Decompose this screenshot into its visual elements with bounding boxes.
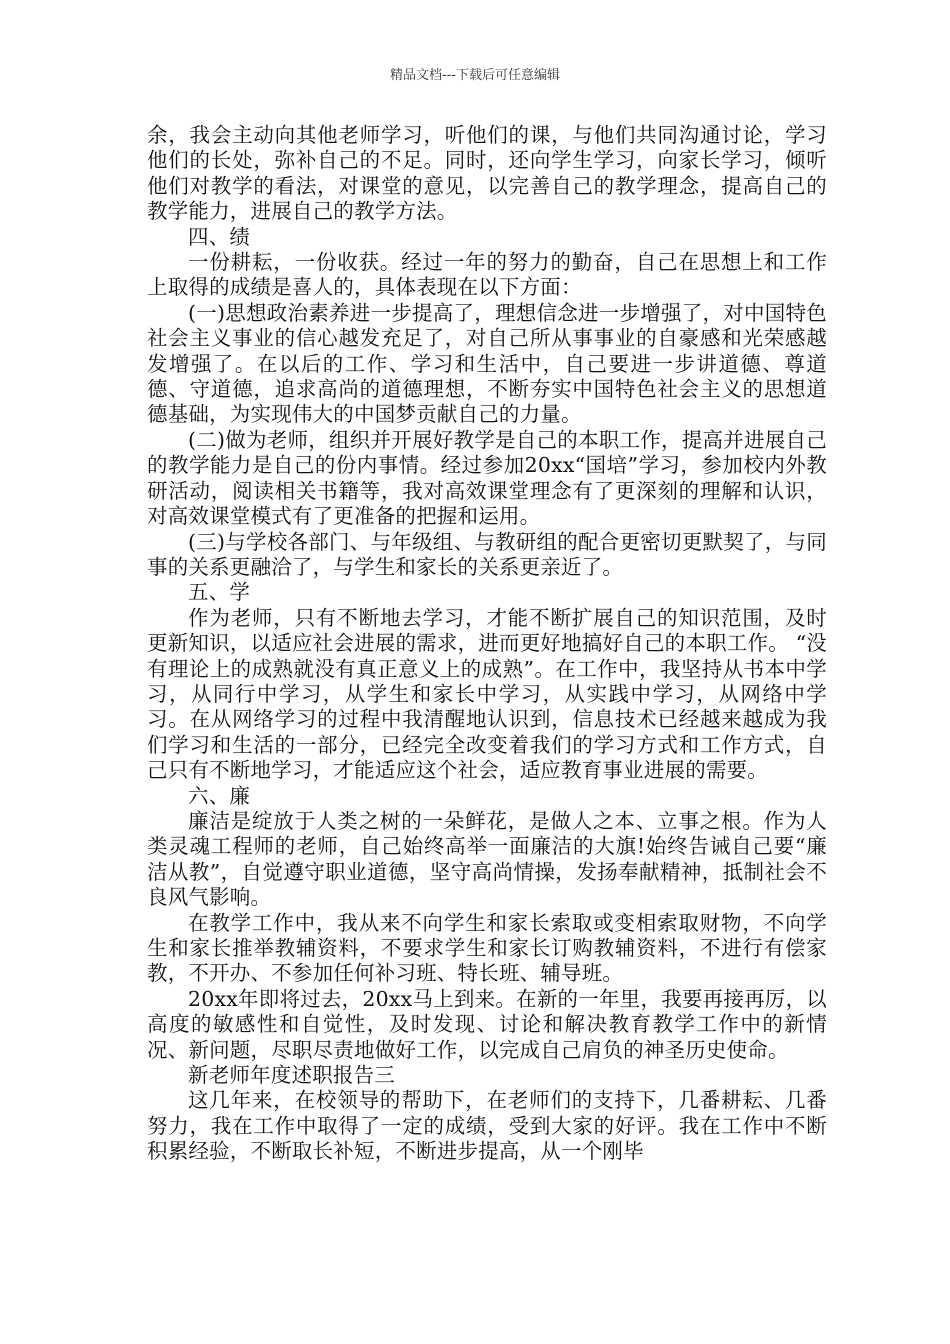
- document-body: [147, 123, 827, 1165]
- paragraph: 这几年来，在校领导的帮助下，在老师们的支持下，几番耕耘、几番努力，我在工作中取得了一定的成绩，受到大家的好评。我在工作中不断积累经验，不断取长补短，不断进步提高，从一个刚毕: [147, 1088, 827, 1164]
- section-heading: 六、廉: [188, 783, 251, 808]
- section-heading: 四、绩: [188, 224, 251, 249]
- paragraph: (一)思想政治素养进一步提高了，理想信念进一步增强了，对中国特色社会主义事业的信心越发充足了，对自己所从事事业的自豪感和光荣感越发增强了。在以后的工作、学习和生活中，自己要进一步讲道德、尊道德、守道德，追求高尚的道德理想，不断夯实中国特色社会主义的思想道德基础，为实现伟大的中国梦贡献自己的力量。: [147, 300, 827, 427]
- paragraph: (三)与学校各部门、与年级组、与教研组的配合更密切更默契了，与同事的关系更融洽了，与学生和家长的关系更亲近了。: [147, 529, 827, 579]
- paragraph: 作为老师，只有不断地去学习，才能不断扩展自己的知识范围，及时更新知识，以适应社会进展的需求，进而更好地搞好自己的本职工作。 “没有理论上的成熟就没有真正意义上的成熟”。在工作中，我坚持从书本中学习，从同行中学习，从学生和家长中学习，从实践中学习，从网络中学习。在从网络学习的过程中我清醒地认识到，信息技术已经越来越成为我们学习和生活的一部分，已经完全改变着我们的学习方式和工作方式，自己只有不断地学习，才能适应这个社会，适应教育事业进展的需要。: [147, 605, 827, 783]
- paragraph: 20xx年即将过去，20xx马上到来。在新的一年里，我要再接再厉，以高度的敏感性和自觉性，及时发现、讨论和解决教育教学工作中的新情况、新问题，尽职尽责地做好工作，以完成自己肩负的神圣历史使命。: [147, 986, 827, 1062]
- paragraph: 廉洁是绽放于人类之树的一朵鲜花，是做人之本、立事之根。作为人类灵魂工程师的老师，自己始终高举一面廉洁的大旗!始终告诫自己要“廉洁从教”，自觉遵守职业道德，坚守高尚情操，发扬奉献精神，抵制社会不良风气影响。: [147, 808, 827, 910]
- paragraph: 一份耕耘，一份收获。经过一年的努力的勤奋，自己在思想上和工作上取得的成绩是喜人的，具体表现在以下方面：: [147, 250, 827, 300]
- section-heading: 五、学: [188, 580, 251, 605]
- page-header: 精品文档---下载后可任意编辑: [389, 68, 561, 83]
- paragraph: 在教学工作中，我从来不向学生和家长索取或变相索取财物，不向学生和家长推举教辅资料，不要求学生和家长订购教辅资料，不进行有偿家教，不开办、不参加任何补习班、特长班、辅导班。: [147, 910, 827, 986]
- paragraph: (二)做为老师，组织并开展好教学是自己的本职工作，提高并进展自己的教学能力是自己的份内事情。经过参加20xx“国培”学习，参加校内外教研活动，阅读相关书籍等，我对高效课堂理念有了更深刻的理解和认识，对高效课堂模式有了更准备的把握和运用。: [147, 427, 827, 529]
- paragraph: 余，我会主动向其他老师学习，听他们的课，与他们共同沟通讨论，学习他们的长处，弥补自己的不足。同时，还向学生学习，向家长学习，倾听他们对教学的看法，对课堂的意见，以完善自己的教学理念，提高自己的教学能力，进展自己的教学方法。: [147, 123, 827, 224]
- report-title: 新老师年度述职报告三: [188, 1063, 395, 1088]
